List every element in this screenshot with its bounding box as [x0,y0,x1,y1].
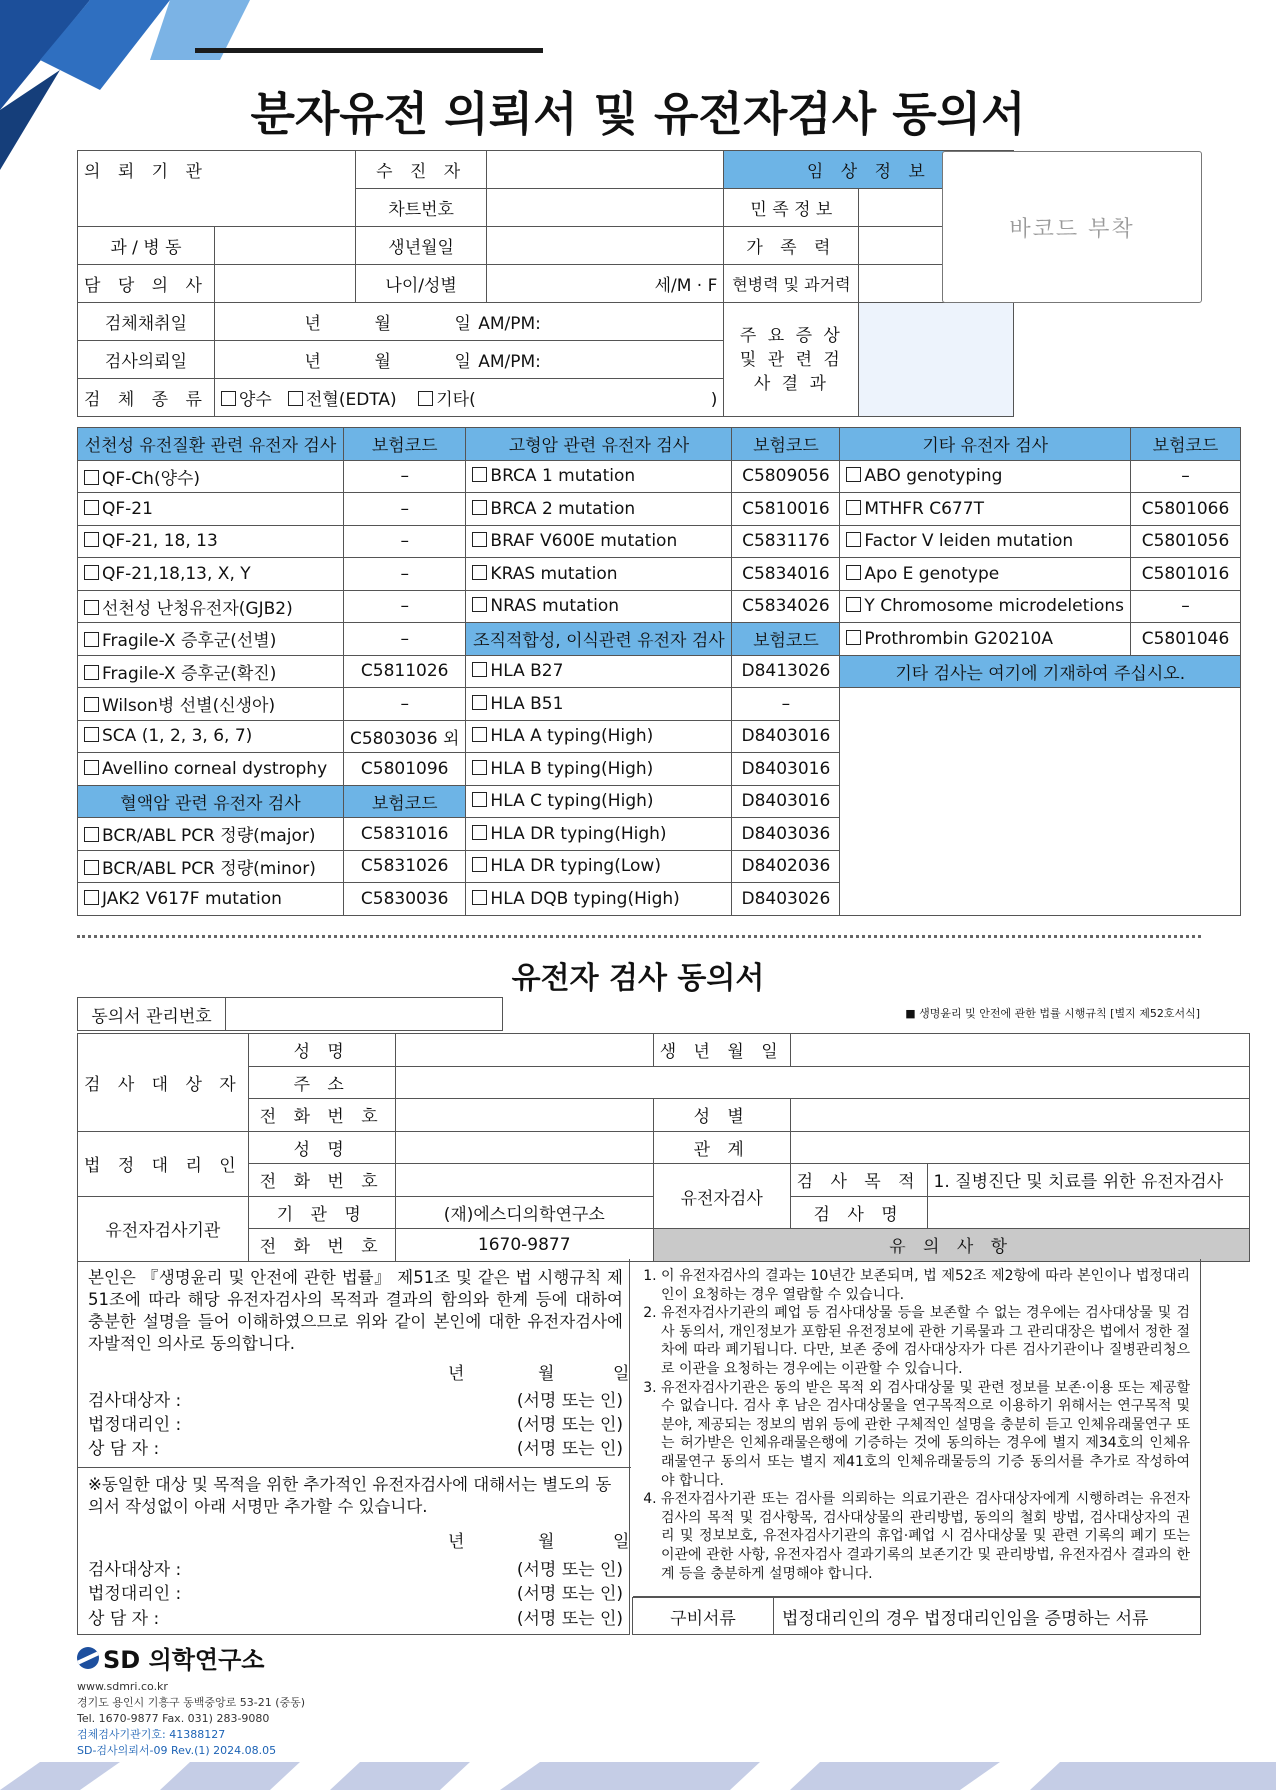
ins-code: D8403016 [732,753,840,786]
test-item[interactable]: Prothrombin G20210A [840,623,1131,656]
solid-tumor-header: 고형암 관련 유전자 검사 [466,428,732,461]
ins-code-header: 보험코드 [344,785,466,818]
globe-icon [77,1647,99,1669]
footer-agency: 검체검사기관기호: 41388127 [77,1728,226,1741]
test-checkbox[interactable] [84,760,99,775]
test-name-label: 검 사 명 [790,1196,927,1229]
guardian-phone-field[interactable] [395,1164,653,1197]
clinical-info-header: 임 상 정 보 [724,151,1014,189]
ins-code: – [344,460,466,493]
test-item[interactable]: HLA DR typing(High) [466,818,732,851]
subject-sex-label: 성 별 [653,1099,790,1132]
test-item[interactable]: QF-21, 18, 13 [78,525,344,558]
inst-name-value: (재)에스디의학연구소 [395,1196,653,1229]
ins-code: D8403036 [732,818,840,851]
mgmt-no-label: 동의서 관리번호 [78,998,226,1031]
test-checkbox[interactable] [84,470,99,485]
request-info-table [77,150,1014,417]
test-item[interactable]: Factor V leiden mutation [840,525,1131,558]
ins-code: C5803036 외 [344,720,466,753]
test-checkbox[interactable] [84,727,99,742]
footer-tel: Tel. 1670-9877 Fax. 031) 283-9080 [77,1712,270,1725]
ins-code-header: 보험코드 [732,428,840,461]
subject-name-label: 성 명 [248,1034,395,1067]
test-checkbox[interactable] [472,792,487,807]
edta-checkbox[interactable] [288,391,303,406]
ins-code: – [1131,460,1241,493]
notice-item: 3. 유전자검사기관은 동의 받은 목적 외 검사대상물 및 관련 정보를 보존·이용 또는 제공할 수 없습니다. 검사 후 남은 검사대상물을 연구목적으로 이용하기 위해서는 연구목적 및 분야, 제공되는 정보의 범위 등에 관한 구체적인 설명을 충분히 듣고 인체유래물연구 또는 허가받은 인체유래물은행에 기증하는 것에 동의하는 경우에 별지 제34호의 인체유래물연구 동의서 또는 별지 제41호의 인체유래물등의 기증 동의서를 추가로 작성하여야 합니다. [661,1379,1190,1491]
subject-birth-field[interactable] [790,1034,1249,1067]
subject-name-field[interactable] [395,1034,653,1067]
test-item[interactable]: HLA B typing(High) [466,753,732,786]
relation-label: 관 계 [653,1131,790,1164]
table-row [78,623,1241,656]
ins-code: C5801066 [1131,493,1241,526]
ins-code: C5834026 [732,590,840,623]
test-checkbox[interactable] [846,597,861,612]
subject-sex-field[interactable] [790,1099,1249,1132]
other-specimen-checkbox[interactable] [418,391,433,406]
test-checkbox[interactable] [472,565,487,580]
birth-label: 생년월일 [356,227,487,265]
chart-no-field[interactable] [487,189,724,227]
age-sex-label: 나이/성별 [356,265,487,303]
ins-code: C5801096 [344,753,466,786]
required-docs-row [632,1597,1201,1635]
test-checkbox[interactable] [472,500,487,515]
guardian-label: 법 정 대 리 인 [78,1131,249,1196]
test-item[interactable]: Apo E genotype [840,558,1131,591]
test-checkbox[interactable] [84,565,99,580]
ins-code-header: 보험코드 [732,623,840,656]
specimen-options: 양수 전혈(EDTA) 기타( ) [214,379,723,417]
test-item[interactable]: MTHFR C677T [840,493,1131,526]
ins-code: C5831176 [732,525,840,558]
barcode-area: 바코드 부착 [942,151,1202,303]
ins-code: C5831026 [344,850,466,883]
ins-code: C5801046 [1131,623,1241,656]
test-item[interactable]: Y Chromosome microdeletions [840,590,1131,623]
gene-test-label: 유전자검사 [653,1164,790,1229]
purpose-label: 검 사 목 적 [790,1164,927,1197]
institution-label: 유전자검사기관 [78,1196,249,1261]
signer-row[interactable]: 검사대상자 : (서명 또는 인) [88,1560,623,1580]
mgmt-no-table [77,997,503,1031]
ins-code: – [1131,590,1241,623]
ins-code: C5801056 [1131,525,1241,558]
doctor-label: 담 당 의 사 [78,265,215,303]
test-item[interactable]: HLA DQB typing(High) [466,883,732,916]
test-item[interactable]: QF-21 [78,493,344,526]
test-item[interactable]: QF-21,18,13, X, Y [78,558,344,591]
ins-code: C5809056 [732,460,840,493]
test-checkbox[interactable] [472,890,487,905]
table-row [78,558,1241,591]
doctor-field[interactable] [214,265,355,303]
subject-label: 검 사 대 상 자 [78,1034,249,1132]
test-checkbox[interactable] [472,857,487,872]
inst-phone-label: 전 화 번 호 [248,1229,395,1262]
symptoms-field[interactable] [859,303,1014,417]
test-item[interactable]: BRAF V600E mutation [466,525,732,558]
required-docs-label: 구비서류 [633,1598,774,1634]
test-checkbox[interactable] [846,630,861,645]
test-item[interactable]: Fragile-X 증후군(확진) [78,655,344,688]
test-checkbox[interactable] [84,890,99,905]
test-item[interactable]: BCR/ABL PCR 정량(minor) [78,850,344,883]
symptoms-label: 주 요 증 상 및 관 련 검 사 결 과 [724,303,859,417]
test-item[interactable]: Avellino corneal dystrophy [78,753,344,786]
dept-field[interactable] [214,227,355,265]
purpose-field[interactable]: 1. 질병진단 및 치료를 위한 유전자검사 [927,1164,1249,1197]
consent-title: 유전자 검사 동의서 [511,961,765,996]
test-item[interactable]: BCR/ABL PCR 정량(major) [78,818,344,851]
signer-row[interactable]: 법정대리인 : (서명 또는 인) [88,1415,623,1435]
ins-code: D8402036 [732,850,840,883]
table-row [78,525,1241,558]
test-checkbox[interactable] [846,565,861,580]
relation-field[interactable] [790,1131,1249,1164]
notice-box [633,1259,1201,1597]
footer-form-no: SD-검사의뢰서-09 Rev.(1) 2024.08.05 [77,1744,277,1757]
history-label: 현병력 및 과거력 [724,265,859,303]
divider [78,1467,631,1468]
notice-header: 유 의 사 항 [653,1229,1249,1262]
test-checkbox[interactable] [472,662,487,677]
test-item[interactable]: HLA B27 [466,655,732,688]
ins-code: C5834016 [732,558,840,591]
test-item[interactable]: JAK2 V617F mutation [78,883,344,916]
footer [77,1640,305,1759]
section-header: 조직적합성, 이식관련 유전자 검사 [466,623,732,656]
ins-code: – [344,558,466,591]
ethnicity-label: 민 족 정 보 [724,189,859,227]
test-item[interactable]: 선천성 난청유전자(GJB2) [78,590,344,623]
ins-code: C5830036 [344,883,466,916]
guardian-name-field[interactable] [395,1131,653,1164]
section-divider [77,935,1201,938]
other-tests-field[interactable] [840,688,1241,916]
test-item[interactable]: ABO genotyping [840,460,1131,493]
ins-code-header: 보험코드 [344,428,466,461]
ins-code: C5801016 [1131,558,1241,591]
test-item[interactable]: KRAS mutation [466,558,732,591]
notice-item: 1. 이 유전자검사의 결과는 10년간 보존되며, 법 제52조 제2항에 따라 본인이나 법정대리인이 요청하는 경우 열람할 수 있습니다. [661,1267,1190,1304]
sd-logo: SD 의학연구소 [77,1640,305,1675]
table-row [78,655,1241,688]
guardian-phone-label: 전 화 번 호 [248,1164,395,1197]
dept-label: 과 / 병 동 [78,227,215,265]
test-checkbox[interactable] [84,860,99,875]
test-name-field[interactable] [927,1196,1249,1229]
collect-date-field[interactable]: 년 월 일 AM/PM: [214,303,723,341]
subject-address-label: 주 소 [248,1066,395,1099]
declaration-box: 본인은 『생명윤리 및 안전에 관한 법률』 제51조 및 같은 법 시행규칙 제51조에 따라 해당 유전자검사의 목적과 결과의 함의와 한계 등에 대하여 충분한 설명을 들어 이해하였으므로 위와 같이 본인에 대한 유전자검사에 자발적인 의사로 동의합니다. 년 월 일 검사대상자 : (서명 또는 인) 법정대리인 : (서명 또는 인) 상 담 자 : (서명 또는 인) ※동일한 대상 및 목적을 위한 추가적인 유전자검사에 대해서는 별도의 동의서 작성없이 아래 서명만 추가할 수 있습니다. 년 월 일 검사대상자 : (서명 또는 인) 법정대리인 : (서명 또는 인) 상 담 자 : (서명 또는 인) [77,1259,630,1635]
table-row [78,493,1241,526]
page-title: 분자유전 의뢰서 및 유전자검사 동의서 [250,87,1026,141]
age-sex-field[interactable]: 세/M · F [487,265,724,303]
recipient-field[interactable] [487,151,724,189]
congenital-header: 선천성 유전질환 관련 유전자 검사 [78,428,344,461]
table-row [78,688,1241,721]
test-checkbox[interactable] [472,597,487,612]
ins-code-header: 보험코드 [1131,428,1241,461]
test-checkbox[interactable] [472,727,487,742]
subject-address-field[interactable] [395,1066,1249,1099]
ins-code: – [344,623,466,656]
ins-code: D8413026 [732,655,840,688]
test-checkbox[interactable] [472,695,487,710]
test-checkbox[interactable] [472,760,487,775]
test-item[interactable]: BRCA 2 mutation [466,493,732,526]
ins-code: – [344,493,466,526]
test-checkbox[interactable] [84,632,99,647]
ins-code: C5811026 [344,655,466,688]
ins-code: – [344,590,466,623]
chart-no-label: 차트번호 [356,189,487,227]
test-checkbox[interactable] [472,467,487,482]
test-selection-table [77,427,1241,916]
subject-phone-label: 전 화 번 호 [248,1099,395,1132]
ins-code: D8403016 [732,720,840,753]
signer-row[interactable]: 상 담 자 : (서명 또는 인) [88,1609,623,1629]
ins-code: C5810016 [732,493,840,526]
test-checkbox[interactable] [84,532,99,547]
section-header: 혈액암 관련 유전자 검사 [78,785,344,818]
test-item[interactable]: HLA A typing(High) [466,720,732,753]
collect-date-label: 검체채취일 [78,303,215,341]
footer-address: 경기도 용인시 기흥구 동백중앙로 53-21 (중동) [77,1696,306,1709]
test-item[interactable]: QF-Ch(양수) [78,460,344,493]
test-checkbox[interactable] [84,827,99,842]
other-tests-note: 기타 검사는 여기에 기재하여 주십시오. [840,655,1241,688]
test-item[interactable]: Fragile-X 증후군(선별) [78,623,344,656]
guardian-name-label: 성 명 [248,1131,395,1164]
test-item[interactable]: NRAS mutation [466,590,732,623]
ins-code: D8403016 [732,785,840,818]
test-checkbox[interactable] [846,467,861,482]
inst-name-label: 기 관 명 [248,1196,395,1229]
test-checkbox[interactable] [846,500,861,515]
footer-info [77,1679,305,1759]
test-checkbox[interactable] [84,600,99,615]
other-tests-header: 기타 유전자 검사 [840,428,1131,461]
signer-row[interactable]: 상 담 자 : (서명 또는 인) [88,1439,623,1459]
regulation-note: ■ 생명윤리 및 안전에 관한 법률 시행규칙 [별지 제52호서식] [905,1007,1200,1020]
ins-code: – [344,688,466,721]
test-item[interactable]: Wilson병 선별(신생아) [78,688,344,721]
footer-url: www.sdmri.co.kr [77,1680,168,1693]
consent-info-table [77,1033,1250,1262]
notice-item: 4. 유전자검사기관 또는 검사를 의뢰하는 의료기관은 검사대상자에게 시행하려는 유전자검사의 목적 및 검사항목, 검사대상물의 관리방법, 동의의 철회 방법, 검사대상자의 권리 및 정보보호, 유전자검사기관의 휴업·폐업 시 검사대상물 및 관련 기록의 폐기 또는 이관에 관한 사항, 유전자검사 결과기록의 보존기간 및 관리방법, 유전자검사 결과의 한계 등을 충분하게 설명해야 합니다. [661,1490,1190,1583]
ins-code: – [344,525,466,558]
request-date-field[interactable]: 년 월 일 AM/PM: [214,341,723,379]
specimen-label: 검 체 종 류 [78,379,215,417]
test-checkbox[interactable] [84,665,99,680]
test-checkbox[interactable] [84,500,99,515]
declaration-text: 본인은 『생명윤리 및 안전에 관한 법률』 제51조 및 같은 법 시행규칙 제51조에 따라 해당 유전자검사의 목적과 결과의 함의와 한계 등에 대하여 충분한 설명을 들어 이해하였으므로 위와 같이 본인에 대한 유전자검사에 자발적인 의사로 동의합니다. [88,1268,623,1353]
inst-phone-value: 1670-9877 [395,1229,653,1262]
subject-birth-label: 생 년 월 일 [653,1034,790,1067]
birth-field[interactable] [487,227,724,265]
test-item[interactable]: HLA DR typing(Low) [466,850,732,883]
required-docs-value: 법정대리인의 경우 법정대리인임을 증명하는 서류 [782,1608,1149,1629]
family-label: 가 족 력 [724,227,859,265]
ins-code: C5831016 [344,818,466,851]
signer-row[interactable]: 검사대상자 : (서명 또는 인) [88,1391,623,1411]
test-checkbox[interactable] [846,532,861,547]
additional-note: ※동일한 대상 및 목적을 위한 추가적인 유전자검사에 대해서는 별도의 동의서 작성없이 아래 서명만 추가할 수 있습니다. [88,1475,612,1516]
mgmt-no-field[interactable] [226,998,503,1031]
notice-item: 2. 유전자검사기관의 폐업 등 검사대상물 등을 보존할 수 없는 경우에는 검사대상물 및 검사 동의서, 개인정보가 포함된 유전정보에 관한 기록물과 그 관리대장은 법에서 정한 절차에 따라 폐기됩니다. 다만, 보존 중에 검사대상자가 다른 검사기관이나 질병관리청으로 이관을 요청하는 경우에는 이관할 수 있습니다. [661,1304,1190,1378]
ins-code: D8403026 [732,883,840,916]
notice-list [633,1259,1200,1583]
amniotic-checkbox[interactable] [221,391,236,406]
recipient-label: 수 진 자 [356,151,487,189]
subject-phone-field[interactable] [395,1099,653,1132]
test-item[interactable]: HLA C typing(High) [466,785,732,818]
table-row [78,590,1241,623]
request-date-label: 검사의뢰일 [78,341,215,379]
bottom-decoration [0,1762,1276,1790]
test-item[interactable]: SCA (1, 2, 3, 6, 7) [78,720,344,753]
signer-row[interactable]: 법정대리인 : (서명 또는 인) [88,1584,623,1604]
test-checkbox[interactable] [472,825,487,840]
ins-code: – [732,688,840,721]
test-checkbox[interactable] [84,697,99,712]
table-row [78,460,1241,493]
test-checkbox[interactable] [472,532,487,547]
test-item[interactable]: BRCA 1 mutation [466,460,732,493]
test-item[interactable]: HLA B51 [466,688,732,721]
title-rule [195,48,543,53]
requesting-org-field[interactable]: 의 뢰 기 관 [78,151,356,227]
